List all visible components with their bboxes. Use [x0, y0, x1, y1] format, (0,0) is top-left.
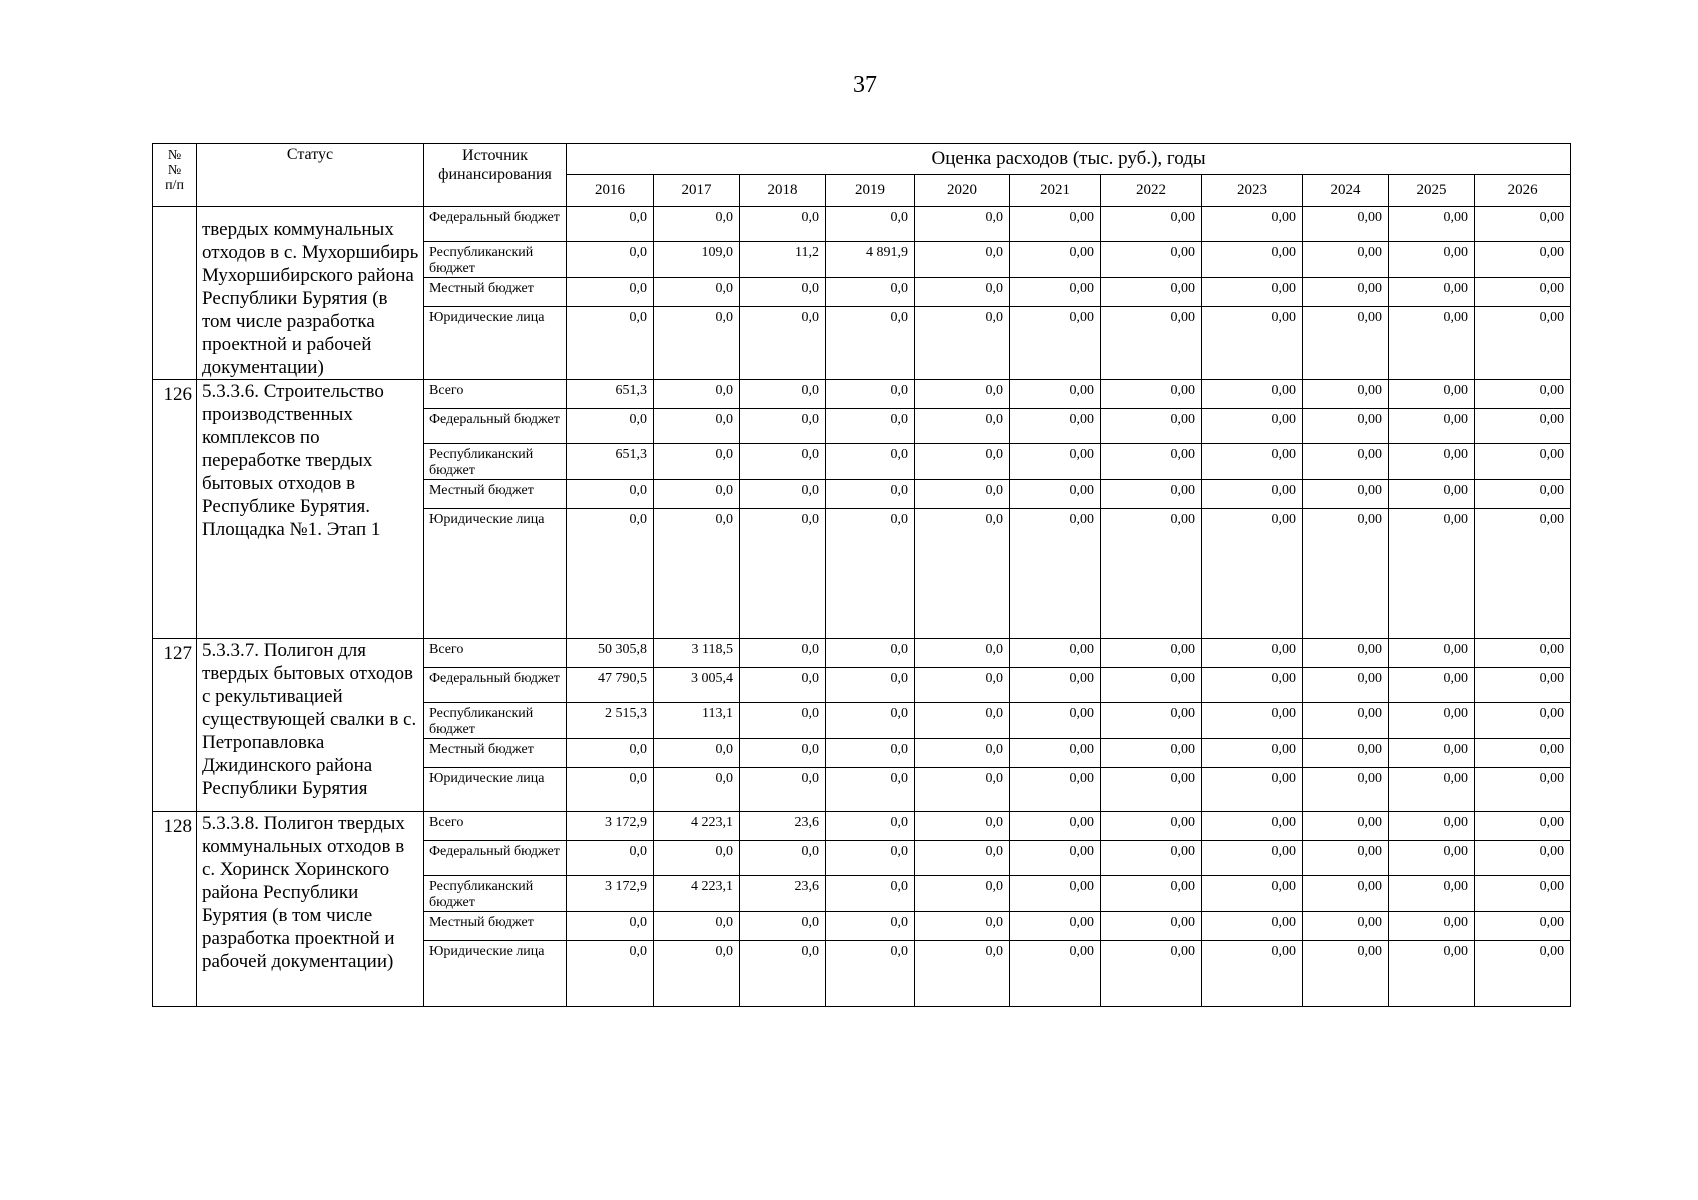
cost-value-2020: 0,0	[915, 278, 1010, 307]
page-number: 37	[853, 72, 877, 98]
funding-source: Местный бюджет	[424, 912, 567, 941]
cost-value-2025: 0,00	[1389, 703, 1475, 739]
cost-value-2020: 0,0	[915, 812, 1010, 841]
cost-value-2024: 0,00	[1303, 668, 1389, 703]
funding-source: Республиканский бюджет	[424, 242, 567, 278]
cost-value-2023: 0,00	[1202, 768, 1303, 812]
cost-value-2016: 0,0	[567, 509, 654, 639]
cost-value-2026: 0,00	[1475, 278, 1571, 307]
cost-value-2023: 0,00	[1202, 278, 1303, 307]
cost-value-2021: 0,00	[1010, 409, 1101, 444]
cost-value-2021: 0,00	[1010, 480, 1101, 509]
budget-table	[152, 143, 1571, 1007]
cost-value-2026: 0,00	[1475, 307, 1571, 380]
cost-value-2025: 0,00	[1389, 941, 1475, 1007]
cost-value-2022: 0,00	[1101, 509, 1202, 639]
year-header-cell: 2025	[1389, 175, 1475, 207]
cost-value-2019: 0,0	[826, 639, 915, 668]
cost-value-2023: 0,00	[1202, 912, 1303, 941]
cost-value-2016: 0,0	[567, 768, 654, 812]
cost-value-2024: 0,00	[1303, 768, 1389, 812]
funding-source: Республиканский бюджет	[424, 876, 567, 912]
cost-value-2017: 0,0	[654, 509, 740, 639]
cost-value-2025: 0,00	[1389, 841, 1475, 876]
cost-value-2020: 0,0	[915, 480, 1010, 509]
cost-value-2018: 0,0	[740, 409, 826, 444]
cost-value-2021: 0,00	[1010, 841, 1101, 876]
cost-value-2021: 0,00	[1010, 912, 1101, 941]
cost-value-2018: 0,0	[740, 941, 826, 1007]
cost-value-2021: 0,00	[1010, 941, 1101, 1007]
cost-value-2019: 0,0	[826, 941, 915, 1007]
cost-value-2024: 0,00	[1303, 242, 1389, 278]
cost-value-2019: 0,0	[826, 278, 915, 307]
cost-value-2023: 0,00	[1202, 812, 1303, 841]
cost-value-2025: 0,00	[1389, 812, 1475, 841]
cost-value-2022: 0,00	[1101, 841, 1202, 876]
cost-value-2016: 651,3	[567, 380, 654, 409]
cost-value-2020: 0,0	[915, 639, 1010, 668]
cost-value-2019: 0,0	[826, 444, 915, 480]
item-number: 128	[153, 812, 197, 1007]
cost-value-2021: 0,00	[1010, 307, 1101, 380]
cost-value-2019: 0,0	[826, 703, 915, 739]
cost-value-2026: 0,00	[1475, 768, 1571, 812]
cost-value-2021: 0,00	[1010, 444, 1101, 480]
year-header-cell: 2026	[1475, 175, 1571, 207]
cost-value-2026: 0,00	[1475, 480, 1571, 509]
cost-value-2016: 50 305,8	[567, 639, 654, 668]
cost-value-2020: 0,0	[915, 668, 1010, 703]
cost-value-2016: 3 172,9	[567, 812, 654, 841]
cost-value-2017: 0,0	[654, 444, 740, 480]
cost-value-2023: 0,00	[1202, 639, 1303, 668]
cost-value-2024: 0,00	[1303, 703, 1389, 739]
cost-value-2021: 0,00	[1010, 812, 1101, 841]
cost-value-2018: 23,6	[740, 876, 826, 912]
cost-value-2017: 0,0	[654, 841, 740, 876]
cost-value-2023: 0,00	[1202, 876, 1303, 912]
cost-value-2019: 0,0	[826, 409, 915, 444]
cost-value-2024: 0,00	[1303, 509, 1389, 639]
funding-source: Местный бюджет	[424, 278, 567, 307]
year-header-cell: 2023	[1202, 175, 1303, 207]
header-number-label: № № п/п	[165, 148, 184, 193]
funding-source: Федеральный бюджет	[424, 668, 567, 703]
cost-value-2016: 0,0	[567, 912, 654, 941]
cost-value-2023: 0,00	[1202, 509, 1303, 639]
cost-value-2019: 0,0	[826, 739, 915, 768]
year-header-cell: 2018	[740, 175, 826, 207]
cost-value-2023: 0,00	[1202, 668, 1303, 703]
cost-value-2019: 0,0	[826, 207, 915, 242]
cost-value-2026: 0,00	[1475, 739, 1571, 768]
cost-value-2016: 0,0	[567, 207, 654, 242]
cost-value-2020: 0,0	[915, 307, 1010, 380]
cost-value-2017: 0,0	[654, 207, 740, 242]
cost-value-2017: 4 223,1	[654, 876, 740, 912]
cost-value-2016: 0,0	[567, 307, 654, 380]
cost-value-2018: 0,0	[740, 509, 826, 639]
year-header-cell: 2022	[1101, 175, 1202, 207]
cost-value-2018: 0,0	[740, 480, 826, 509]
cost-value-2022: 0,00	[1101, 703, 1202, 739]
cost-value-2024: 0,00	[1303, 841, 1389, 876]
item-number	[153, 207, 197, 380]
cost-value-2016: 0,0	[567, 480, 654, 509]
funding-source: Республиканский бюджет	[424, 703, 567, 739]
cost-value-2025: 0,00	[1389, 444, 1475, 480]
cost-value-2016: 651,3	[567, 444, 654, 480]
cost-value-2026: 0,00	[1475, 242, 1571, 278]
cost-value-2022: 0,00	[1101, 668, 1202, 703]
cost-value-2026: 0,00	[1475, 703, 1571, 739]
header-source-label: Источник финансирования	[438, 147, 552, 183]
cost-value-2019: 0,0	[826, 876, 915, 912]
cost-value-2022: 0,00	[1101, 409, 1202, 444]
cost-value-2020: 0,0	[915, 242, 1010, 278]
cost-value-2016: 0,0	[567, 739, 654, 768]
cost-value-2024: 0,00	[1303, 380, 1389, 409]
cost-value-2026: 0,00	[1475, 380, 1571, 409]
year-header-cell: 2017	[654, 175, 740, 207]
cost-value-2019: 0,0	[826, 912, 915, 941]
cost-value-2019: 0,0	[826, 480, 915, 509]
cost-value-2018: 0,0	[740, 380, 826, 409]
cost-value-2025: 0,00	[1389, 409, 1475, 444]
cost-value-2024: 0,00	[1303, 480, 1389, 509]
cost-value-2021: 0,00	[1010, 768, 1101, 812]
cost-value-2018: 0,0	[740, 912, 826, 941]
cost-value-2016: 0,0	[567, 841, 654, 876]
funding-source: Юридические лица	[424, 768, 567, 812]
cost-value-2020: 0,0	[915, 912, 1010, 941]
cost-value-2020: 0,0	[915, 768, 1010, 812]
cost-value-2023: 0,00	[1202, 941, 1303, 1007]
cost-value-2019: 0,0	[826, 768, 915, 812]
cost-value-2024: 0,00	[1303, 739, 1389, 768]
cost-value-2023: 0,00	[1202, 703, 1303, 739]
item-status: твердых коммунальных отходов в с. Мухоршибирь Мухоршибирского района Республики Бурятия (в том числе разработка проектной и рабочей документации)	[197, 207, 424, 380]
cost-value-2018: 0,0	[740, 207, 826, 242]
cost-value-2022: 0,00	[1101, 242, 1202, 278]
header-cost-estimate-title: Оценка расходов (тыс. руб.), годы	[931, 148, 1206, 169]
cost-value-2023: 0,00	[1202, 207, 1303, 242]
cost-value-2020: 0,0	[915, 941, 1010, 1007]
cost-value-2017: 109,0	[654, 242, 740, 278]
table-row	[153, 207, 1571, 242]
cost-value-2026: 0,00	[1475, 409, 1571, 444]
cost-value-2026: 0,00	[1475, 812, 1571, 841]
year-header-cell: 2024	[1303, 175, 1389, 207]
cost-value-2025: 0,00	[1389, 278, 1475, 307]
cost-value-2018: 23,6	[740, 812, 826, 841]
cost-value-2017: 0,0	[654, 739, 740, 768]
cost-value-2019: 0,0	[826, 509, 915, 639]
cost-value-2022: 0,00	[1101, 912, 1202, 941]
funding-source: Местный бюджет	[424, 480, 567, 509]
cost-value-2020: 0,0	[915, 509, 1010, 639]
cost-value-2018: 0,0	[740, 278, 826, 307]
cost-value-2022: 0,00	[1101, 812, 1202, 841]
cost-value-2022: 0,00	[1101, 444, 1202, 480]
cost-value-2020: 0,0	[915, 207, 1010, 242]
cost-value-2022: 0,00	[1101, 639, 1202, 668]
cost-value-2026: 0,00	[1475, 941, 1571, 1007]
table-row	[153, 639, 1571, 668]
cost-value-2026: 0,00	[1475, 207, 1571, 242]
cost-value-2025: 0,00	[1389, 207, 1475, 242]
header-source	[424, 144, 567, 207]
cost-value-2024: 0,00	[1303, 639, 1389, 668]
cost-value-2021: 0,00	[1010, 739, 1101, 768]
cost-value-2024: 0,00	[1303, 207, 1389, 242]
table-body	[153, 207, 1571, 1007]
cost-value-2020: 0,0	[915, 841, 1010, 876]
cost-value-2018: 0,0	[740, 307, 826, 380]
cost-value-2020: 0,0	[915, 380, 1010, 409]
cost-value-2018: 0,0	[740, 639, 826, 668]
year-header-cell: 2021	[1010, 175, 1101, 207]
year-header-cell: 2016	[567, 175, 654, 207]
item-status: 5.3.3.7. Полигон для твердых бытовых отходов с рекультивацией существующей свалки в с. Петропавловка Джидинского района Республики Бурятия	[197, 639, 424, 812]
cost-value-2021: 0,00	[1010, 876, 1101, 912]
cost-value-2026: 0,00	[1475, 876, 1571, 912]
cost-value-2016: 0,0	[567, 278, 654, 307]
cost-value-2023: 0,00	[1202, 242, 1303, 278]
funding-source: Федеральный бюджет	[424, 841, 567, 876]
cost-value-2021: 0,00	[1010, 703, 1101, 739]
cost-value-2022: 0,00	[1101, 380, 1202, 409]
header-status	[197, 144, 424, 207]
cost-value-2022: 0,00	[1101, 739, 1202, 768]
cost-value-2018: 0,0	[740, 444, 826, 480]
header-status-label: Статус	[286, 146, 334, 163]
funding-source: Всего	[424, 812, 567, 841]
cost-value-2023: 0,00	[1202, 380, 1303, 409]
cost-value-2023: 0,00	[1202, 841, 1303, 876]
cost-value-2019: 0,0	[826, 812, 915, 841]
funding-source: Юридические лица	[424, 509, 567, 639]
cost-value-2016: 0,0	[567, 242, 654, 278]
cost-value-2016: 47 790,5	[567, 668, 654, 703]
cost-value-2022: 0,00	[1101, 876, 1202, 912]
cost-value-2026: 0,00	[1475, 509, 1571, 639]
cost-value-2022: 0,00	[1101, 207, 1202, 242]
cost-value-2017: 0,0	[654, 912, 740, 941]
cost-value-2026: 0,00	[1475, 668, 1571, 703]
cost-value-2023: 0,00	[1202, 739, 1303, 768]
cost-value-2017: 0,0	[654, 380, 740, 409]
cost-value-2017: 3 005,4	[654, 668, 740, 703]
cost-value-2022: 0,00	[1101, 278, 1202, 307]
table-row	[153, 812, 1571, 841]
cost-value-2023: 0,00	[1202, 444, 1303, 480]
cost-value-2017: 4 223,1	[654, 812, 740, 841]
cost-value-2025: 0,00	[1389, 768, 1475, 812]
cost-value-2019: 0,0	[826, 380, 915, 409]
cost-value-2017: 0,0	[654, 768, 740, 812]
year-header-cell: 2019	[826, 175, 915, 207]
cost-value-2020: 0,0	[915, 409, 1010, 444]
cost-value-2023: 0,00	[1202, 307, 1303, 380]
cost-value-2024: 0,00	[1303, 912, 1389, 941]
cost-value-2023: 0,00	[1202, 409, 1303, 444]
cost-value-2017: 0,0	[654, 941, 740, 1007]
cost-value-2025: 0,00	[1389, 876, 1475, 912]
header-number	[153, 144, 197, 207]
cost-value-2025: 0,00	[1389, 739, 1475, 768]
cost-value-2018: 0,0	[740, 768, 826, 812]
cost-value-2021: 0,00	[1010, 509, 1101, 639]
cost-value-2024: 0,00	[1303, 444, 1389, 480]
cost-value-2017: 113,1	[654, 703, 740, 739]
funding-source: Юридические лица	[424, 307, 567, 380]
cost-value-2021: 0,00	[1010, 278, 1101, 307]
cost-value-2022: 0,00	[1101, 768, 1202, 812]
cost-value-2018: 0,0	[740, 739, 826, 768]
funding-source: Всего	[424, 639, 567, 668]
cost-value-2020: 0,0	[915, 739, 1010, 768]
item-number: 126	[153, 380, 197, 639]
cost-value-2024: 0,00	[1303, 409, 1389, 444]
cost-value-2019: 4 891,9	[826, 242, 915, 278]
cost-value-2017: 0,0	[654, 480, 740, 509]
item-number: 127	[153, 639, 197, 812]
cost-value-2020: 0,0	[915, 703, 1010, 739]
cost-value-2016: 2 515,3	[567, 703, 654, 739]
funding-source: Федеральный бюджет	[424, 409, 567, 444]
cost-value-2026: 0,00	[1475, 841, 1571, 876]
cost-value-2021: 0,00	[1010, 207, 1101, 242]
cost-value-2019: 0,0	[826, 307, 915, 380]
cost-value-2017: 0,0	[654, 307, 740, 380]
cost-value-2018: 0,0	[740, 841, 826, 876]
cost-value-2026: 0,00	[1475, 912, 1571, 941]
cost-value-2025: 0,00	[1389, 242, 1475, 278]
cost-value-2024: 0,00	[1303, 812, 1389, 841]
item-status: 5.3.3.6. Строительство производственных комплексов по переработке твердых бытовых отходов в Республике Бурятия. Площадка №1. Этап 1	[197, 380, 424, 639]
cost-value-2025: 0,00	[1389, 912, 1475, 941]
cost-value-2024: 0,00	[1303, 307, 1389, 380]
cost-value-2022: 0,00	[1101, 480, 1202, 509]
table-row	[153, 380, 1571, 409]
cost-value-2025: 0,00	[1389, 307, 1475, 380]
cost-value-2016: 3 172,9	[567, 876, 654, 912]
cost-value-2021: 0,00	[1010, 380, 1101, 409]
cost-value-2025: 0,00	[1389, 639, 1475, 668]
funding-source: Республиканский бюджет	[424, 444, 567, 480]
cost-value-2024: 0,00	[1303, 278, 1389, 307]
cost-value-2016: 0,0	[567, 409, 654, 444]
funding-source: Всего	[424, 380, 567, 409]
cost-value-2017: 0,0	[654, 409, 740, 444]
cost-value-2025: 0,00	[1389, 509, 1475, 639]
cost-value-2016: 0,0	[567, 941, 654, 1007]
cost-value-2018: 0,0	[740, 703, 826, 739]
cost-value-2020: 0,0	[915, 876, 1010, 912]
cost-value-2026: 0,00	[1475, 639, 1571, 668]
cost-value-2022: 0,00	[1101, 941, 1202, 1007]
cost-value-2024: 0,00	[1303, 941, 1389, 1007]
cost-value-2022: 0,00	[1101, 307, 1202, 380]
cost-value-2025: 0,00	[1389, 480, 1475, 509]
funding-source: Юридические лица	[424, 941, 567, 1007]
cost-value-2021: 0,00	[1010, 668, 1101, 703]
cost-value-2021: 0,00	[1010, 639, 1101, 668]
cost-value-2023: 0,00	[1202, 480, 1303, 509]
cost-value-2020: 0,0	[915, 444, 1010, 480]
cost-value-2018: 0,0	[740, 668, 826, 703]
cost-value-2021: 0,00	[1010, 242, 1101, 278]
cost-value-2025: 0,00	[1389, 668, 1475, 703]
cost-value-2019: 0,0	[826, 668, 915, 703]
funding-source: Федеральный бюджет	[424, 207, 567, 242]
header-cost-estimate	[567, 144, 1571, 175]
funding-source: Местный бюджет	[424, 739, 567, 768]
cost-value-2026: 0,00	[1475, 444, 1571, 480]
cost-value-2017: 0,0	[654, 278, 740, 307]
item-status: 5.3.3.8. Полигон твердых коммунальных отходов в с. Хоринск Хоринского района Республики Бурятия (в том числе разработка проектной и рабочей документации)	[197, 812, 424, 1007]
cost-value-2024: 0,00	[1303, 876, 1389, 912]
cost-value-2018: 11,2	[740, 242, 826, 278]
cost-value-2019: 0,0	[826, 841, 915, 876]
cost-value-2017: 3 118,5	[654, 639, 740, 668]
year-header-cell: 2020	[915, 175, 1010, 207]
cost-value-2025: 0,00	[1389, 380, 1475, 409]
